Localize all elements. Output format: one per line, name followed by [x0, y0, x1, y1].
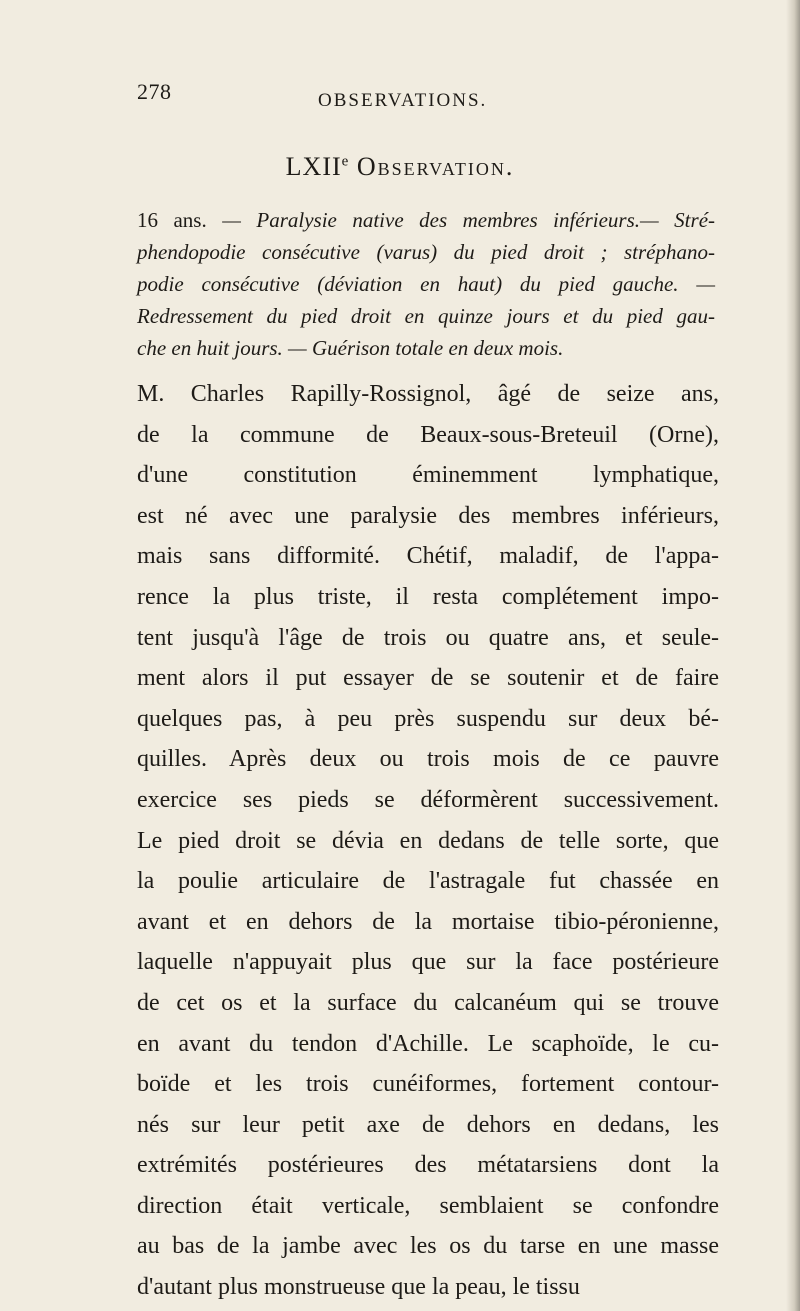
body-line: avant et en dehors de la mortaise tibio-péronienne, — [137, 908, 719, 935]
body-line: rence la plus triste, il resta complétement impo- — [137, 583, 719, 610]
body-line: d'une constitution éminemment lymphatique, — [137, 462, 719, 489]
body-line: exercice ses pieds se déformèrent successivement. — [137, 786, 719, 813]
page-number: 278 — [137, 79, 172, 104]
summary-line: che en huit jours. — Guérison totale en deux mois. — [137, 336, 564, 360]
body-line: quilles. Après deux ou trois mois de ce pauvre — [137, 746, 719, 773]
body-line: au bas de la jambe avec les os du tarse en une masse — [137, 1233, 719, 1260]
summary-line: Redressement du pied droit en quinze jours et du pied gau- — [137, 304, 715, 328]
body-line: est né avec une paralysie des membres inférieurs, — [137, 502, 719, 529]
body-line: extrémités postérieures des métatarsiens dont la — [137, 1152, 719, 1179]
summary-line: 16 ans. — Paralysie native des membres inférieurs.— Stré- — [137, 208, 716, 232]
body-line: quelques pas, à peu près suspendu sur deux bé- — [137, 705, 719, 732]
summary-age: 16 ans. — [137, 208, 207, 232]
body-line: de cet os et la surface du calcanéum qui se trouve — [137, 989, 719, 1016]
body-line: boïde et les trois cunéiformes, fortement contour- — [137, 1071, 719, 1098]
body-line: mais sans difformité. Chétif, maladif, de l'appa- — [137, 543, 719, 570]
running-head: OBSERVATIONS. — [318, 90, 488, 111]
summary-line: phendopodie consécutive (varus) du pied droit ; stréphano- — [137, 240, 715, 264]
summary-line: podie consécutive (déviation en haut) du pied gauche. — — [137, 272, 715, 296]
observation-number: LXII — [285, 152, 342, 181]
body-line: ment alors il put essayer de se soutenir et de faire — [137, 665, 719, 692]
observation-number-suffix: e — [341, 153, 350, 170]
body-line: direction était verticale, semblaient se confondre — [137, 1192, 719, 1219]
body-line: tent jusqu'à l'âge de trois ou quatre ans, et seule- — [137, 624, 719, 651]
body-line: la poulie articulaire de l'astragale fut chassée en — [137, 868, 719, 895]
body-line: M. Charles Rapilly-Rossignol, âgé de seize ans, — [137, 381, 719, 407]
page-spine-shadow — [786, 0, 800, 1311]
observation-summary — [137, 204, 715, 364]
body-paragraph — [137, 374, 719, 1308]
body-line: Le pied droit se dévia en dedans de telle sorte, que — [137, 827, 719, 854]
body-line: en avant du tendon d'Achille. Le scaphoïde, le cu- — [137, 1030, 719, 1057]
observation-label: Observation. — [356, 152, 515, 181]
body-line: nés sur leur petit axe de dehors en dedans, les — [137, 1111, 719, 1138]
body-line: de la commune de Beaux-sous-Breteuil (Orne), — [137, 421, 719, 448]
observation-title — [0, 152, 800, 182]
body-line: laquelle n'appuyait plus que sur la face postérieure — [137, 949, 719, 976]
body-line: d'autant plus monstrueuse que la peau, le tissu — [137, 1274, 580, 1301]
